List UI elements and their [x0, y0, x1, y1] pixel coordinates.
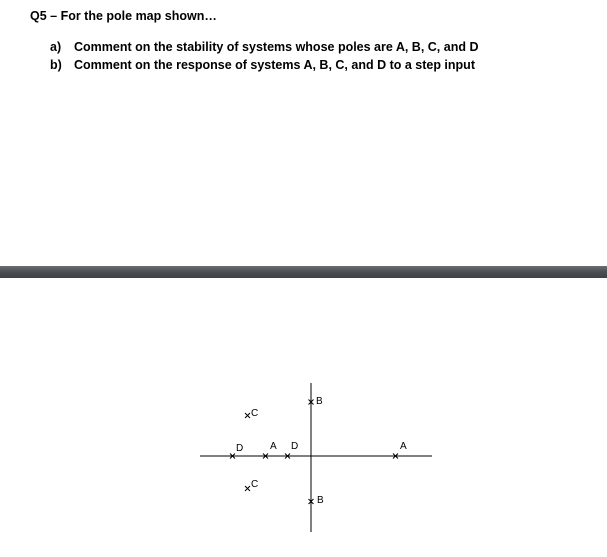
- pole-label: B: [316, 396, 323, 407]
- pole-c-lower: [245, 479, 258, 491]
- pole-label: C: [251, 408, 259, 419]
- pole-label: D: [236, 443, 244, 454]
- part-letter: b): [50, 58, 62, 72]
- pole-c-upper: [245, 408, 258, 419]
- part-letter: a): [50, 40, 62, 54]
- pole-label: C: [251, 479, 259, 490]
- pole-label: D: [291, 441, 299, 452]
- pole-label: A: [270, 441, 277, 452]
- part-text: Comment on the stability of systems whose poles are A, B, C, and D: [74, 40, 479, 54]
- pole-x-icon: [245, 413, 250, 418]
- pole-label: A: [400, 441, 407, 452]
- part-text: Comment on the response of systems A, B, C, and D to a step input: [74, 58, 475, 72]
- question-title: Q5 – For the pole map shown…: [30, 9, 217, 23]
- pole-label: B: [317, 495, 324, 506]
- pole-x-icon: [245, 486, 250, 491]
